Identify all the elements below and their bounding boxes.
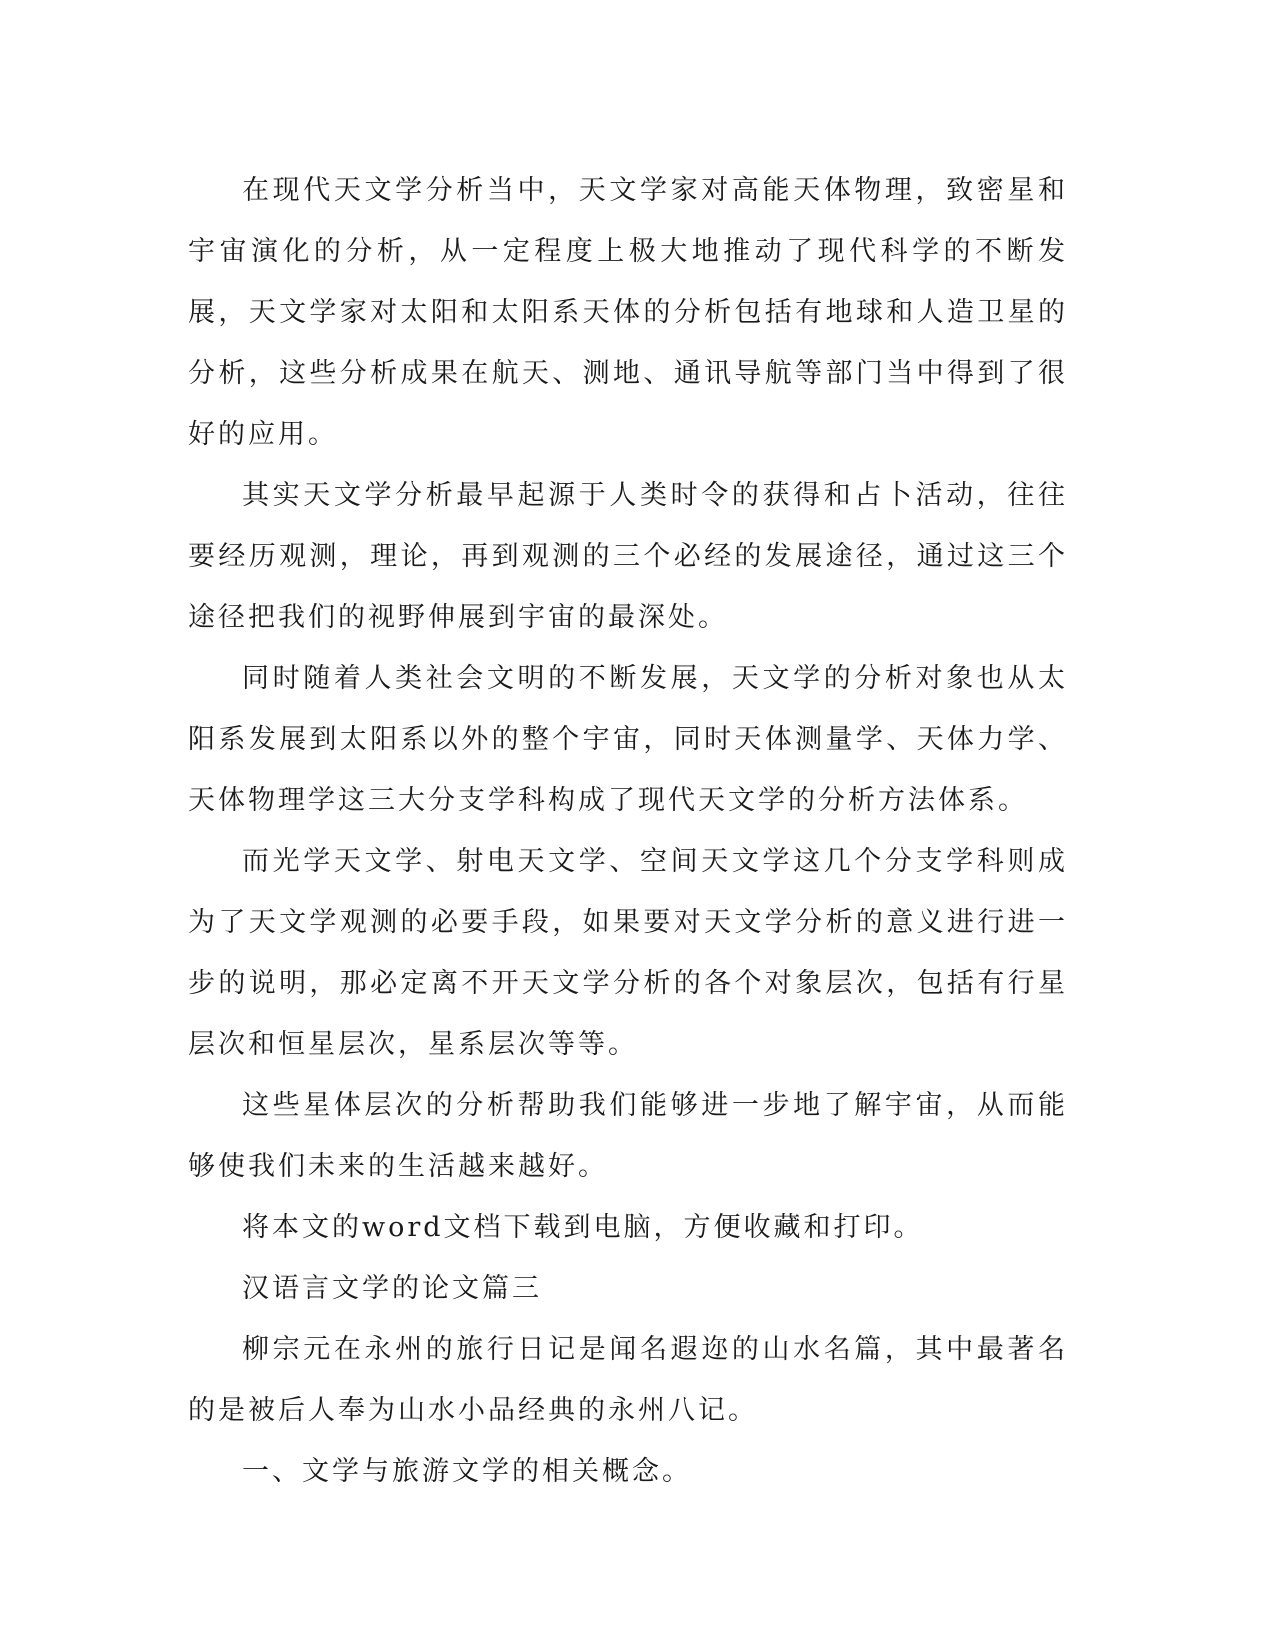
paragraph-3: 同时随着人类社会文明的不断发展，天文学的分析对象也从太阳系发展到太阳系以外的整个宇宙，同时天体测量学、天体力学、天体物理学这三大分支学科构成了现代天文学的分析方法体系。: [188, 663, 1068, 816]
subsection-heading: 一、文学与旅游文学的相关概念。: [242, 1456, 692, 1487]
document-body: [188, 160, 1068, 1502]
paragraph-5: 这些星体层次的分析帮助我们能够进一步地了解宇宙，从而能够使我们未来的生活越来越好。: [188, 1090, 1068, 1182]
paragraph-7: 柳宗元在永州的旅行日记是闻名遐迩的山水名篇，其中最著名的是被后人奉为山水小品经典的永州八记。: [188, 1334, 1068, 1426]
section-heading: 汉语言文学的论文篇三: [242, 1273, 542, 1304]
paragraph-1: 在现代天文学分析当中，天文学家对高能天体物理，致密星和宇宙演化的分析，从一定程度上极大地推动了现代科学的不断发展，天文学家对太阳和太阳系天体的分析包括有地球和人造卫星的分析，这些分析成果在航天、测地、通讯导航等部门当中得到了很好的应用。: [188, 175, 1068, 450]
paragraph-2: 其实天文学分析最早起源于人类时令的获得和占卜活动，往往要经历观测，理论，再到观测的三个必经的发展途径，通过这三个途径把我们的视野伸展到宇宙的最深处。: [188, 480, 1068, 633]
paragraph-6: 将本文的word文档下载到电脑，方便收藏和打印。: [242, 1212, 924, 1243]
paragraph-4: 而光学天文学、射电天文学、空间天文学这几个分支学科则成为了天文学观测的必要手段，如果要对天文学分析的意义进行进一步的说明，那必定离不开天文学分析的各个对象层次，包括有行星层次和恒星层次，星系层次等等。: [188, 846, 1068, 1060]
